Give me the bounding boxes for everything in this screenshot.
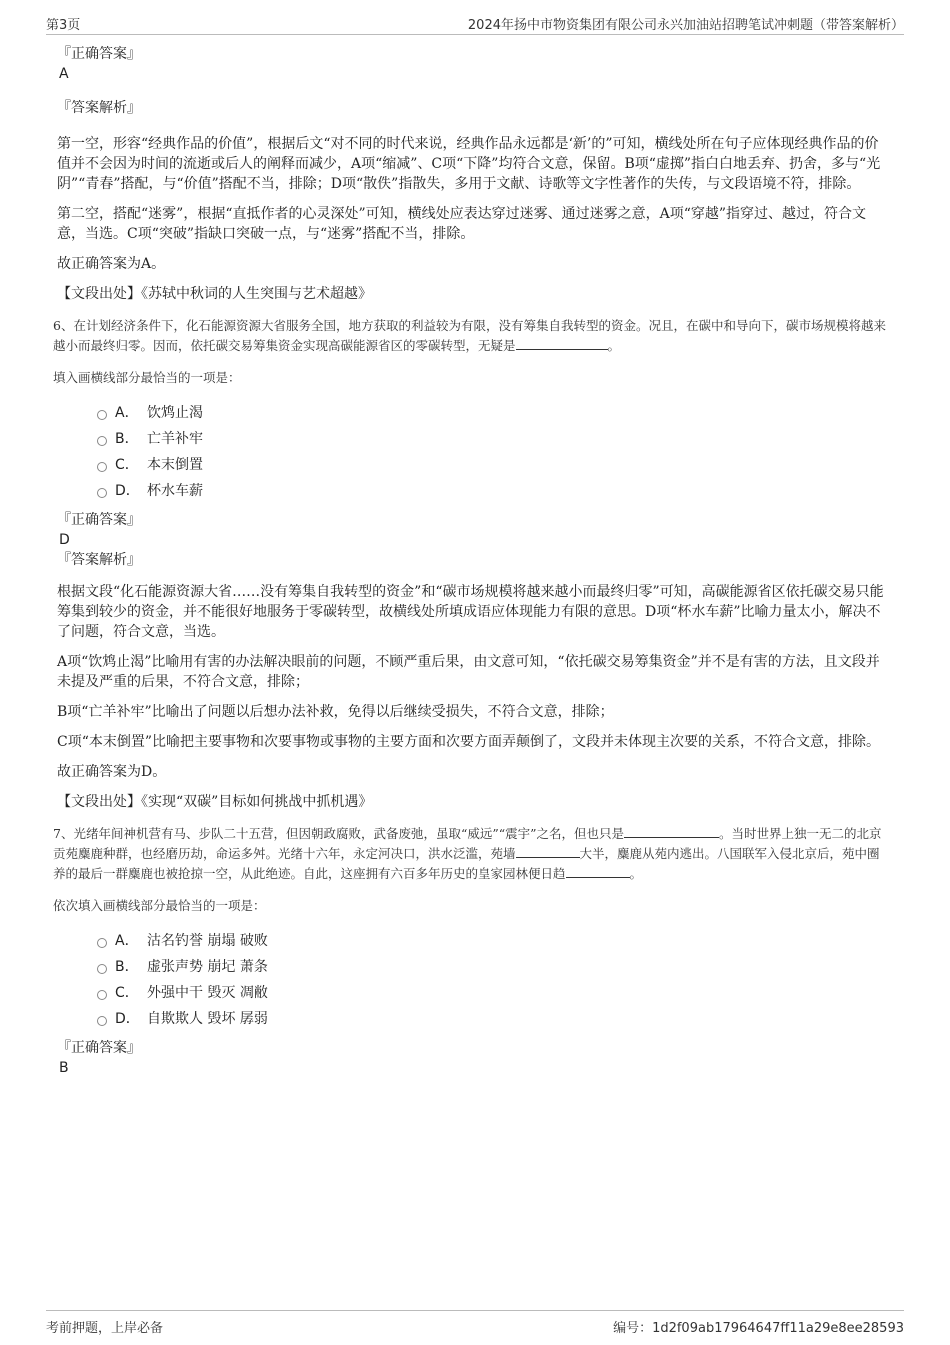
correct-answer-label: 『正确答案』 <box>57 512 141 528</box>
analysis-paragraph: 第二空，搭配“迷雾”，根据“直抵作者的心灵深处”可知，横线处应表达穿过迷雾、通过迷雾之意，A项“穿越”指穿过、越过，符合文意，当选。C项“突破”指缺口突破一点，与“迷雾”搭配不当，排除。 <box>57 206 867 242</box>
analysis-label: 『答案解析』 <box>57 100 141 116</box>
answer-blank <box>516 844 580 858</box>
source-citation: 【文段出处】《实现“双碳”目标如何挑战中抓机遇》 <box>57 794 373 810</box>
question-7-options <box>97 928 887 1032</box>
correct-answer-value: D <box>59 532 70 548</box>
question-7-prompt: 依次填入画横线部分最恰当的一项是： <box>53 898 266 913</box>
page-number: 第3页 <box>46 18 81 33</box>
correct-answer-label: 『正确答案』 <box>57 46 141 62</box>
question-7-text: 7、光绪年间神机营有马、步队二十五营，但因朝政腐败，武备废弛，虽取“威远”“震宇”之名，但也只是 。当时世界上独一无二的北京贡苑麋鹿种群，也经磨历劫，命运多舛。光绪十六年，永定河决口，洪水泛滥，苑墙 大半，麋鹿从苑内逃出。八国联军入侵北京后，苑中圈养的最后一群麋鹿也被抢掠一空，从此绝迹。自此，这座拥有六百多年历史的皇家园林便日趋 。 <box>53 826 882 881</box>
footer-slogan: 考前押题，上岸必备 <box>46 1321 164 1336</box>
option-c[interactable]: C． 外强中干 毁灭 凋敝 <box>97 980 887 1006</box>
question-6-prompt: 填入画横线部分最恰当的一项是： <box>53 370 241 385</box>
option-b[interactable]: B． 亡羊补牢 <box>97 426 887 452</box>
document-id: 编号：1d2f09ab17964647ff11a29e8ee28593 <box>613 1321 904 1336</box>
option-a[interactable]: A． 沽名钓誉 崩塌 破败 <box>97 928 887 954</box>
question-6-options <box>97 400 887 504</box>
source-citation: 【文段出处】《苏轼中秋词的人生突围与艺术超越》 <box>57 286 372 302</box>
answer-blank <box>566 864 630 878</box>
analysis-paragraph: 故正确答案为D。 <box>57 764 167 780</box>
analysis-paragraph: 第一空，形容“经典作品的价值”，根据后文“对不同的时代来说，经典作品永远都是‘新’的”可知，横线处所在句子应体现经典作品的价值并不会因为时间的流逝或后人的阐释而减少，A项“缩减”、C项“下降”均符合文意，保留。B项“虚掷”指白白地丢弃、扔舍，多与“光阴”“青春”搭配，与“价值”搭配不当，排除；D项“散佚”指散失，多用于文献、诗歌等文字性著作的失传，与文段语境不符，排除。 <box>57 136 881 192</box>
option-d[interactable]: D． 杯水车薪 <box>97 478 887 504</box>
answer-blank <box>624 824 719 838</box>
analysis-paragraph: B项“亡羊补牢”比喻出了问题以后想办法补救，免得以后继续受损失，不符合文意，排除； <box>57 704 614 720</box>
radio-icon[interactable] <box>97 488 107 498</box>
question-6-text: 6、在计划经济条件下，化石能源资源大省服务全国，地方获取的利益较为有限，没有筹集自我转型的资金。况且，在碳中和导向下，碳市场规模将越来越小而最终归零。因而，依托碳交易筹集资金实现高碳能源省区的零碳转型，无疑是 。 <box>53 318 886 353</box>
analysis-label: 『答案解析』 <box>57 552 141 568</box>
correct-answer-value: A <box>59 66 69 82</box>
answer-blank <box>516 336 608 350</box>
document-body <box>53 44 887 1092</box>
radio-icon[interactable] <box>97 436 107 446</box>
radio-icon[interactable] <box>97 462 107 472</box>
option-b[interactable]: B． 虚张声势 崩圮 萧条 <box>97 954 887 980</box>
radio-icon[interactable] <box>97 964 107 974</box>
option-a[interactable]: A． 饮鸩止渴 <box>97 400 887 426</box>
page-header <box>46 14 904 35</box>
option-d[interactable]: D． 自欺欺人 毁坏 孱弱 <box>97 1006 887 1032</box>
analysis-paragraph: 故正确答案为A。 <box>57 256 166 272</box>
analysis-paragraph: A项“饮鸩止渴”比喻用有害的办法解决眼前的问题，不顾严重后果，由文意可知，“依托碳交易筹集资金”并不是有害的方法，且文段并未提及严重的后果，不符合文意，排除； <box>57 654 880 690</box>
radio-icon[interactable] <box>97 938 107 948</box>
correct-answer-label: 『正确答案』 <box>57 1040 141 1056</box>
analysis-paragraph: 根据文段“化石能源资源大省……没有筹集自我转型的资金”和“碳市场规模将越来越小而最终归零”可知，高碳能源省区依托碳交易只能筹集到较少的资金，并不能很好地服务于零碳转型，故横线处所填成语应体现能力有限的意思。D项“杯水车薪”比喻力量太小，解决不了问题，符合文意，当选。 <box>57 584 884 640</box>
page-footer <box>46 1310 904 1336</box>
analysis-paragraph: C项“本末倒置”比喻把主要事物和次要事物或事物的主要方面和次要方面弄颠倒了，文段并未体现主次要的关系，不符合文意，排除。 <box>57 734 881 750</box>
radio-icon[interactable] <box>97 1016 107 1026</box>
radio-icon[interactable] <box>97 990 107 1000</box>
radio-icon[interactable] <box>97 410 107 420</box>
option-c[interactable]: C． 本末倒置 <box>97 452 887 478</box>
document-title: 2024年扬中市物资集团有限公司永兴加油站招聘笔试冲刺题（带答案解析） <box>467 18 904 33</box>
correct-answer-value: B <box>59 1060 69 1076</box>
